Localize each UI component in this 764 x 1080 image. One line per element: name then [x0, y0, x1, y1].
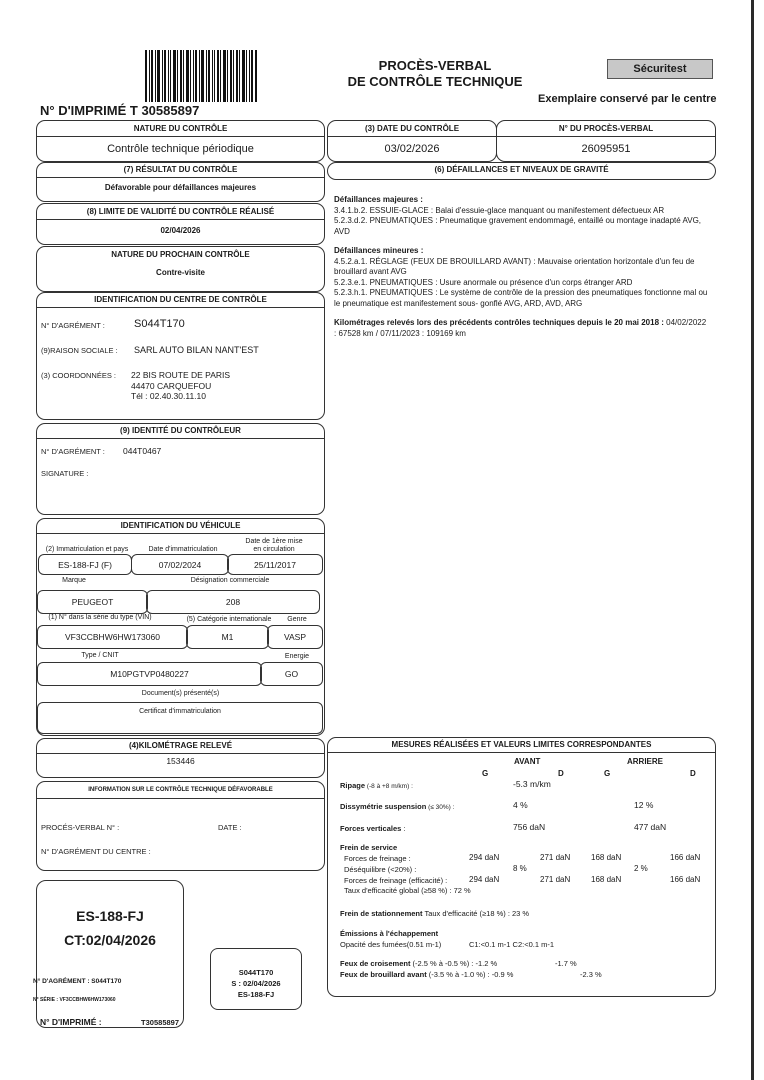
info-defavorable-box — [36, 781, 325, 871]
deseq-label: Déséquilibre (<20%) : — [344, 865, 417, 874]
mineure-item: 5.2.3.h.1. PNEUMATIQUES : Le système de contrôle de la pression des pneumatiques fonctionne mal ou le pneumatique est manifestement sous- gonflé AVG, ARD, AVD, ARG — [334, 288, 708, 308]
vignette — [33, 880, 184, 1028]
date-1ere-label-1: Date de 1ère mise — [245, 538, 303, 545]
brouillard-limit: (-3.5 % à -1.0 %) : -0.9 % — [426, 970, 514, 979]
dissym-label: Dissymétrie suspension — [340, 802, 427, 811]
raison-sociale-value: SARL AUTO BILAN NANT'EST — [134, 345, 259, 355]
defaillances-content — [334, 195, 709, 339]
majeures-title: Défaillances majeures : — [334, 195, 423, 204]
avant-header: AVANT — [514, 757, 541, 766]
frein-service-label: Frein de service — [340, 843, 398, 852]
vin-value: VF3CCBHW6HW173060 — [37, 625, 188, 649]
majeure-item: 3.4.1.b.2. ESSUIE-GLACE : Balai d'essuie-glace manquant ou manifestement défectueux AR — [334, 205, 665, 215]
designation-label: Désignation commerciale — [190, 577, 270, 584]
stationnement-value: Taux d'efficacité (≥18 %) : 23 % — [422, 909, 530, 918]
genre-label: Genre — [287, 616, 307, 623]
copy-note: Exemplaire conservé par le centre — [538, 93, 717, 105]
marque-label: Marque — [62, 577, 86, 584]
dissym-avant: 4 % — [513, 800, 528, 810]
ripage-value: -5.3 m/km — [513, 779, 551, 789]
imprime-number: N° D'IMPRIMÉ T 30585897 — [40, 103, 200, 118]
date-controle-title: (3) DATE DU CONTRÔLE — [328, 121, 496, 137]
cnit-value: M10PGTVP0480227 — [37, 662, 262, 686]
designation-value: 208 — [146, 590, 320, 614]
kilometrage-title: (4)KILOMÉTRAGE RELEVÉ — [37, 739, 324, 754]
centre-agrement-label: N° D'AGRÉMENT : — [41, 321, 105, 330]
arriere-header: ARRIERE — [627, 757, 664, 766]
address-line-1: 22 BIS ROUTE DE PARIS — [131, 370, 231, 380]
date-1ere-value: 25/11/2017 — [227, 554, 323, 575]
categorie-value: M1 — [186, 625, 269, 649]
dissym-row — [340, 802, 454, 811]
defaillances-title: (6) DÉFAILLANCES ET NIVEAUX DE GRAVITÉ — [327, 162, 716, 180]
marque-value: PEUGEOT — [37, 590, 148, 614]
ff-avg: 294 daN — [469, 853, 500, 862]
signature-label: SIGNATURE : — [41, 469, 89, 478]
ripage-row — [340, 781, 413, 790]
vignette-plate: ES-188-FJ — [76, 908, 144, 924]
stamp-line-1: S044T170 — [238, 968, 274, 977]
mineures-title: Défaillances mineures : — [334, 246, 424, 255]
opacite-label: Opacité des fumées(0.51 m-1) — [340, 940, 442, 949]
title-line-1: PROCÈS-VERBAL — [378, 58, 492, 73]
dissym-arriere: 12 % — [634, 800, 654, 810]
ffe-avd: 271 daN — [540, 875, 571, 884]
mesures-title: MESURES RÉALISÉES ET VALEURS LIMITES CORRESPONDANTES — [328, 738, 715, 753]
croisement-row — [340, 959, 497, 968]
majeure-item: 5.2.3.d.2. PNEUMATIQUES : Pneumatique gravement endommagé, entaillé ou montage inadapté AVG, AVD — [334, 216, 702, 236]
prochain-controle-title: NATURE DU PROCHAIN CONTRÔLE — [111, 250, 250, 259]
address-line-2: 44470 CARQUEFOU — [131, 380, 212, 391]
genre-value: VASP — [267, 625, 323, 649]
date-controle-value: 03/02/2026 — [384, 143, 440, 155]
controleur-agrement-label: N° D'AGRÉMENT : — [41, 447, 105, 456]
arriere-d-header: D — [690, 769, 696, 778]
categorie-label: (5) Catégorie internationale — [186, 616, 272, 623]
limite-validite-title: (8) LIMITE DE VALIDITÉ DU CONTRÔLE RÉALISÉ — [37, 204, 324, 220]
vin-label: (1) N° dans la série du type (VIN) — [48, 614, 152, 621]
vignette-serie: N° SÉRIE : VF3CCBHW6HW173060 — [33, 997, 116, 1003]
croisement-d: -1.7 % — [555, 959, 577, 968]
dissym-limit: (≤ 30%) : — [426, 804, 455, 811]
mineure-item: 4.5.2.a.1. RÉGLAGE (FEUX DE BROUILLARD AVANT) : Mauvaise orientation horizontale d'un feu de brouillard avant AVG — [334, 256, 695, 276]
km-history-title: Kilométrages relevés lors des précédents contrôles techniques depuis le 20 mai 2018 : — [334, 318, 664, 327]
controleur-agrement-value: 044T0467 — [123, 446, 162, 456]
kilometrage-box — [36, 738, 325, 778]
energie-value: GO — [260, 662, 323, 686]
centre-box — [36, 292, 325, 420]
date-immat-value: 07/02/2024 — [131, 554, 229, 575]
controleur-box — [36, 423, 325, 515]
immat-label: (2) Immatriculation et pays — [45, 546, 129, 553]
ripage-label: Ripage — [340, 781, 366, 790]
croisement-limit: (-2.5 % à -0.5 %) : -1.2 % — [410, 959, 498, 968]
nature-controle-box — [36, 120, 325, 162]
documents-label: Document(s) présenté(s) — [141, 690, 220, 697]
croisement-label: Feux de croisement — [340, 959, 411, 968]
documents-box — [37, 702, 323, 734]
mineure-item: 5.2.3.e.1. PNEUMATIQUES : Usure anormale ou présence d'un corps étranger ARD — [334, 277, 633, 287]
ffe-arg: 168 daN — [591, 875, 622, 884]
pv-number-title: N° DU PROCÈS-VERBAL — [497, 121, 715, 137]
date-1ere-label — [228, 538, 320, 554]
prochain-controle-value: Contre-visite — [156, 268, 205, 277]
date-immat-label: Date d'immatriculation — [148, 546, 218, 553]
deseq-arriere: 2 % — [634, 864, 648, 873]
resultat-title: (7) RÉSULTAT DU CONTRÔLE — [37, 163, 324, 178]
coordonnees-label: (3) COORDONNÉES : — [41, 371, 117, 380]
centre-agrement-value: S044T170 — [134, 318, 185, 330]
avant-g-header: G — [482, 769, 489, 778]
pv-number-box — [496, 120, 716, 162]
stamp-line-3: ES-188-FJ — [237, 990, 275, 999]
forces-vert-row — [340, 824, 405, 833]
kilometrage-value: 153446 — [166, 756, 195, 766]
avant-d-header: D — [558, 769, 564, 778]
date-1ere-label-2: en circulation — [253, 546, 295, 553]
ripage-limit: (-8 à +8 m/km) : — [365, 783, 413, 790]
vignette-ct-date: CT:02/04/2026 — [64, 932, 156, 948]
vignette-imprime-label: N° D'IMPRIMÉ : — [40, 1017, 102, 1027]
centre-title: IDENTIFICATION DU CENTRE DE CONTRÔLE — [37, 293, 324, 308]
ffe-label: Forces de freinage (efficacité) : — [344, 876, 448, 885]
title-line-2: DE CONTRÔLE TECHNIQUE — [347, 74, 523, 89]
ffe-ard: 166 daN — [670, 875, 701, 884]
deseq-avant: 8 % — [513, 864, 527, 873]
resultat-value: Défavorable pour défaillances majeures — [104, 183, 257, 192]
stationnement-row — [340, 909, 529, 918]
limite-validite-box — [36, 203, 325, 245]
agrement-centre-label: N° D'AGRÉMENT DU CENTRE : — [41, 847, 151, 856]
page-title — [340, 58, 530, 90]
pv-n-label: PROCÉS-VERBAL N° : — [41, 823, 120, 832]
brouillard-row — [340, 970, 513, 979]
nature-controle-title: NATURE DU CONTRÔLE — [37, 121, 324, 137]
limite-validite-value: 02/04/2026 — [160, 226, 201, 235]
documents-value: Certificat d'immatriculation — [139, 708, 221, 715]
resultat-box — [36, 162, 325, 202]
controleur-title: (9) IDENTITÉ DU CONTRÔLEUR — [37, 424, 324, 439]
stamp — [210, 948, 302, 1010]
stationnement-label: Frein de stationnement — [340, 909, 423, 918]
info-defavorable-title: INFORMATION SUR LE CONTRÔLE TECHNIQUE DÉFAVORABLE — [37, 782, 324, 799]
ffe-avg: 294 daN — [469, 875, 500, 884]
vignette-agrement: N° D'AGRÉMENT : S044T170 — [33, 978, 122, 985]
barcode — [145, 50, 261, 102]
brouillard-d: -2.3 % — [580, 970, 602, 979]
nature-controle-value: Contrôle technique périodique — [107, 143, 254, 155]
prochain-controle-box — [36, 246, 325, 292]
pv-number-value: 26095951 — [581, 143, 631, 155]
opacite-values: C1:<0.1 m-1 C2:<0.1 m-1 — [469, 940, 555, 949]
centre-address — [131, 370, 230, 402]
km-history — [334, 318, 709, 339]
raison-sociale-label: (9)RAISON SOCIALE : — [41, 346, 118, 355]
taux-global: Taux d'efficacité global (≥58 %) : 72 % — [344, 886, 471, 895]
forces-vert-arriere: 477 daN — [634, 822, 667, 832]
arriere-g-header: G — [604, 769, 611, 778]
km-history-values: 04/02/2022 : 67528 km / 07/11/2023 : 109169 km — [334, 318, 707, 338]
centre-phone: Tél : 02.40.30.11.10 — [131, 391, 206, 401]
ff-avd: 271 daN — [540, 853, 571, 862]
ff-ard: 166 daN — [670, 853, 701, 862]
date-controle-box — [327, 120, 497, 162]
brand-badge: Sécuritest — [607, 59, 713, 79]
emissions-label: Émissions à l'échappement — [340, 929, 439, 938]
ff-arg: 168 daN — [591, 853, 622, 862]
vehicule-title: IDENTIFICATION DU VÉHICULE — [37, 519, 324, 534]
stamp-line-2: S : 02/04/2026 — [231, 979, 281, 988]
page-edge — [751, 0, 754, 1080]
cnit-label: Type / CNIT — [81, 652, 119, 659]
energie-label: Energie — [284, 653, 310, 660]
vignette-imprime-value: T30585897 — [141, 1018, 179, 1027]
date-label: DATE : — [218, 823, 242, 832]
brouillard-label: Feux de brouillard avant — [340, 970, 427, 979]
forces-vert-label: Forces verticales — [340, 824, 402, 833]
forces-vert-suffix: : — [401, 824, 406, 833]
forces-vert-avant: 756 daN — [513, 822, 546, 832]
immat-value: ES-188-FJ (F) — [38, 554, 132, 575]
forces-freinage-label: Forces de freinage : — [344, 854, 411, 863]
